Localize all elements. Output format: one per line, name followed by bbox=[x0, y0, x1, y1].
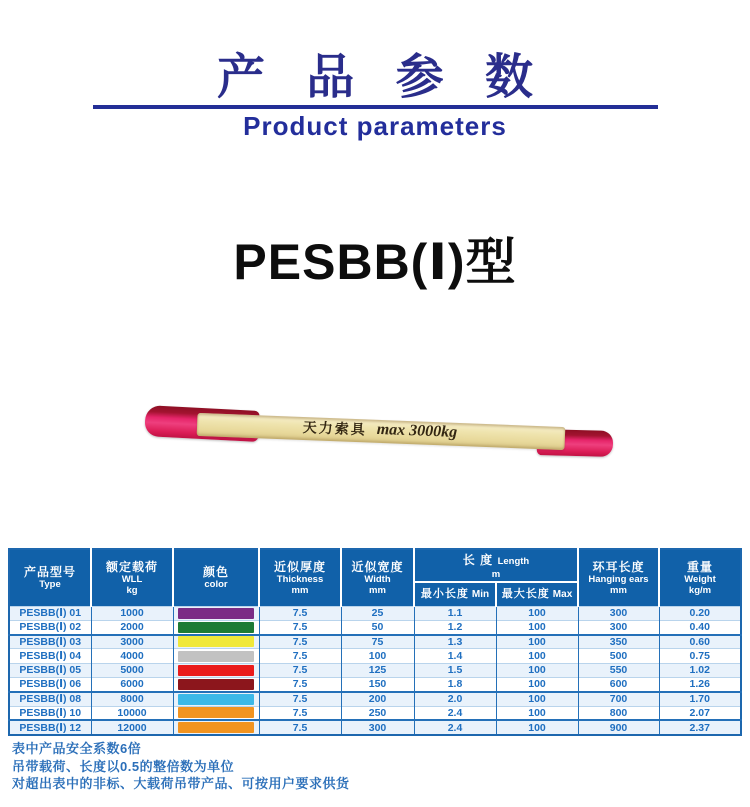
table-row bbox=[9, 692, 741, 706]
cell-color bbox=[173, 649, 259, 663]
cell-weight: 1.26 bbox=[659, 677, 741, 691]
cell-wll: 5000 bbox=[91, 663, 173, 677]
header-color: 颜色 color bbox=[173, 549, 259, 606]
header-length-min: 最小长度 Min bbox=[414, 582, 496, 606]
header-wll: 额定载荷 WLL kg bbox=[91, 549, 173, 606]
cell-wll: 12000 bbox=[91, 720, 173, 734]
cell-length-min: 1.8 bbox=[414, 677, 496, 691]
table-row bbox=[9, 663, 741, 677]
cell-type: PESBB(Ⅰ) 04 bbox=[9, 649, 91, 663]
cell-width: 50 bbox=[341, 620, 414, 634]
cell-length-min: 1.3 bbox=[414, 635, 496, 649]
header-thickness: 近似厚度 Thickness mm bbox=[259, 549, 341, 606]
cell-length-max: 100 bbox=[496, 649, 578, 663]
color-swatch-gray bbox=[178, 651, 254, 662]
sling-capacity-text: max 3000kg bbox=[376, 420, 458, 441]
cell-length-max: 100 bbox=[496, 706, 578, 720]
header-width: 近似宽度 Width mm bbox=[341, 549, 414, 606]
cell-weight: 0.20 bbox=[659, 606, 741, 620]
cell-length-max: 100 bbox=[496, 677, 578, 691]
cell-thickness: 7.5 bbox=[259, 706, 341, 720]
cell-type: PESBB(Ⅰ) 02 bbox=[9, 620, 91, 634]
cell-weight: 0.40 bbox=[659, 620, 741, 634]
cell-weight: 0.75 bbox=[659, 649, 741, 663]
cell-thickness: 7.5 bbox=[259, 663, 341, 677]
cell-wll: 4000 bbox=[91, 649, 173, 663]
cell-type: PESBB(Ⅰ) 10 bbox=[9, 706, 91, 720]
cell-wll: 1000 bbox=[91, 606, 173, 620]
cell-ears: 350 bbox=[578, 635, 659, 649]
header-length-max: 最大长度 Max bbox=[496, 582, 578, 606]
table-row bbox=[9, 606, 741, 620]
cell-thickness: 7.5 bbox=[259, 606, 341, 620]
sling-product-image bbox=[145, 403, 613, 465]
cell-color bbox=[173, 606, 259, 620]
note-line-2: 吊带载荷、长度以0.5的整倍数为单位 bbox=[12, 758, 235, 774]
cell-width: 200 bbox=[341, 692, 414, 706]
cell-ears: 900 bbox=[578, 720, 659, 734]
cell-color bbox=[173, 692, 259, 706]
cell-ears: 500 bbox=[578, 649, 659, 663]
color-swatch-red bbox=[178, 665, 254, 676]
cell-type: PESBB(Ⅰ) 08 bbox=[9, 692, 91, 706]
cell-color bbox=[173, 620, 259, 634]
cell-ears: 700 bbox=[578, 692, 659, 706]
note-line-1: 表中产品安全系数6倍 bbox=[12, 741, 142, 756]
cell-length-max: 100 bbox=[496, 663, 578, 677]
parameters-table bbox=[8, 548, 742, 736]
sling-label bbox=[260, 414, 501, 445]
color-swatch-dark-red bbox=[178, 679, 254, 690]
color-swatch-yellow bbox=[178, 636, 254, 647]
title-divider bbox=[93, 105, 658, 109]
table-row bbox=[9, 677, 741, 691]
cell-length-max: 100 bbox=[496, 635, 578, 649]
sling-brand-text: 天力索具 bbox=[302, 421, 368, 439]
cell-type: PESBB(Ⅰ) 12 bbox=[9, 720, 91, 734]
cell-thickness: 7.5 bbox=[259, 635, 341, 649]
table-row bbox=[9, 635, 741, 649]
color-swatch-orange bbox=[178, 722, 254, 733]
cell-weight: 1.70 bbox=[659, 692, 741, 706]
cell-length-min: 2.4 bbox=[414, 706, 496, 720]
color-swatch-orange bbox=[178, 707, 254, 718]
cell-ears: 600 bbox=[578, 677, 659, 691]
cell-length-min: 1.1 bbox=[414, 606, 496, 620]
cell-wll: 2000 bbox=[91, 620, 173, 634]
cell-length-max: 100 bbox=[496, 720, 578, 734]
cell-ears: 300 bbox=[578, 606, 659, 620]
cell-type: PESBB(Ⅰ) 05 bbox=[9, 663, 91, 677]
cell-length-min: 1.4 bbox=[414, 649, 496, 663]
table-row bbox=[9, 649, 741, 663]
header-length: 长 度 Length m bbox=[414, 549, 578, 582]
cell-ears: 300 bbox=[578, 620, 659, 634]
color-swatch-green bbox=[178, 622, 254, 633]
cell-ears: 550 bbox=[578, 663, 659, 677]
cell-length-min: 2.4 bbox=[414, 720, 496, 734]
cell-ears: 800 bbox=[578, 706, 659, 720]
model-title: PESBB(Ⅰ)型 bbox=[233, 234, 517, 290]
cell-wll: 8000 bbox=[91, 692, 173, 706]
color-swatch-purple bbox=[178, 608, 254, 619]
cell-wll: 6000 bbox=[91, 677, 173, 691]
note-line-3: 对超出表中的非标、大载荷吊带产品、可按用户要求供货 bbox=[12, 776, 350, 791]
cell-wll: 10000 bbox=[91, 706, 173, 720]
cell-weight: 2.37 bbox=[659, 720, 741, 734]
cell-thickness: 7.5 bbox=[259, 649, 341, 663]
cell-width: 100 bbox=[341, 649, 414, 663]
cell-width: 25 bbox=[341, 606, 414, 620]
cell-length-max: 100 bbox=[496, 620, 578, 634]
table-row bbox=[9, 706, 741, 720]
page-subtitle-en: Product parameters bbox=[243, 111, 507, 141]
cell-color bbox=[173, 635, 259, 649]
cell-weight: 1.02 bbox=[659, 663, 741, 677]
page-title-cn: 产 品 参 数 bbox=[216, 51, 547, 104]
header-weight: 重量 Weight kg/m bbox=[659, 549, 741, 606]
header-hanging-ears: 环耳长度 Hanging ears mm bbox=[578, 549, 659, 606]
cell-width: 250 bbox=[341, 706, 414, 720]
table-row bbox=[9, 720, 741, 734]
color-swatch-sky-blue bbox=[178, 694, 254, 705]
cell-type: PESBB(Ⅰ) 01 bbox=[9, 606, 91, 620]
cell-width: 125 bbox=[341, 663, 414, 677]
cell-length-max: 100 bbox=[496, 606, 578, 620]
cell-length-min: 2.0 bbox=[414, 692, 496, 706]
cell-wll: 3000 bbox=[91, 635, 173, 649]
header-type: 产品型号 Type bbox=[9, 549, 91, 606]
table-row bbox=[9, 620, 741, 634]
table-body bbox=[9, 606, 741, 735]
cell-color bbox=[173, 677, 259, 691]
footnotes bbox=[12, 740, 572, 793]
cell-width: 300 bbox=[341, 720, 414, 734]
cell-color bbox=[173, 706, 259, 720]
cell-weight: 0.60 bbox=[659, 635, 741, 649]
cell-color bbox=[173, 720, 259, 734]
cell-width: 150 bbox=[341, 677, 414, 691]
cell-thickness: 7.5 bbox=[259, 677, 341, 691]
cell-length-min: 1.5 bbox=[414, 663, 496, 677]
cell-thickness: 7.5 bbox=[259, 692, 341, 706]
cell-weight: 2.07 bbox=[659, 706, 741, 720]
cell-length-max: 100 bbox=[496, 692, 578, 706]
cell-type: PESBB(Ⅰ) 06 bbox=[9, 677, 91, 691]
cell-thickness: 7.5 bbox=[259, 720, 341, 734]
cell-width: 75 bbox=[341, 635, 414, 649]
cell-color bbox=[173, 663, 259, 677]
cell-length-min: 1.2 bbox=[414, 620, 496, 634]
cell-type: PESBB(Ⅰ) 03 bbox=[9, 635, 91, 649]
cell-thickness: 7.5 bbox=[259, 620, 341, 634]
